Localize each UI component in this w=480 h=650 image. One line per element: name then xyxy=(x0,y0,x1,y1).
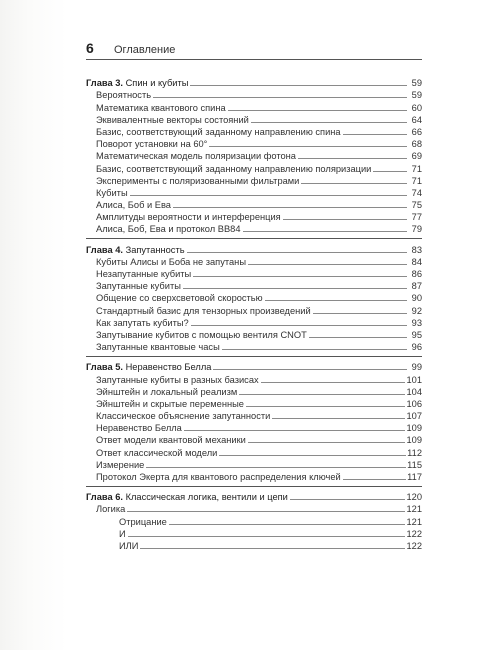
section-title: Стандартный базис для тензорных произведений xyxy=(96,305,311,316)
toc-section[interactable] xyxy=(86,409,422,421)
section-title: Отрицание xyxy=(119,516,167,527)
section-page: 115 xyxy=(407,459,422,470)
section-page: 87 xyxy=(411,281,422,292)
chapter-title: Запутанность xyxy=(125,244,185,255)
section-page: 117 xyxy=(407,472,422,482)
section-title: Вероятность xyxy=(96,90,152,101)
section-page: 92 xyxy=(411,305,422,316)
chapter-page: 59 xyxy=(411,78,422,89)
chapter-divider xyxy=(86,486,422,487)
chapter-label: Глава 5. xyxy=(86,362,123,373)
toc-chapter[interactable] xyxy=(86,360,422,372)
section-page: 107 xyxy=(406,411,422,422)
chapter-heading xyxy=(86,245,186,255)
section-page: 60 xyxy=(411,102,422,113)
section-page: 93 xyxy=(411,317,422,328)
section-title: Математика квантового спина xyxy=(96,102,226,113)
chapter-title: Неравенство Белла xyxy=(125,362,212,373)
section-page: 109 xyxy=(406,435,422,446)
toc-chapter[interactable] xyxy=(86,76,422,88)
dot-leader xyxy=(169,524,406,525)
dot-leader xyxy=(251,122,407,123)
section-title: Измерение xyxy=(96,459,145,470)
dot-leader xyxy=(187,252,407,253)
toc-section[interactable] xyxy=(86,433,422,445)
section-page: 121 xyxy=(406,516,422,527)
section-page: 101 xyxy=(406,374,422,385)
dot-leader xyxy=(290,499,406,500)
chapter-label: Глава 6. xyxy=(86,492,123,503)
chapter-heading xyxy=(86,492,289,502)
section-page: 122 xyxy=(406,540,422,551)
toc-section[interactable] xyxy=(86,328,422,340)
section-page: 86 xyxy=(411,269,422,279)
toc-section[interactable] xyxy=(86,100,422,112)
toc-section[interactable] xyxy=(86,149,422,161)
dot-leader xyxy=(248,442,406,443)
dot-leader xyxy=(127,511,405,512)
chapter-title: Классическая логика, вентили и цепи xyxy=(125,492,288,503)
section-title: И xyxy=(119,528,126,539)
section-page: 90 xyxy=(411,293,422,304)
dot-leader xyxy=(246,406,406,407)
chapter-heading xyxy=(86,78,189,88)
dot-leader xyxy=(209,146,407,147)
section-title: Ответ модели квантовой механики xyxy=(96,435,246,446)
dot-leader xyxy=(146,467,406,468)
section-title: Запутанные кубиты в разных базисах xyxy=(96,374,259,385)
toc-section[interactable] xyxy=(86,198,422,210)
section-page: 64 xyxy=(411,114,422,125)
section-page: 104 xyxy=(406,386,422,397)
dot-leader xyxy=(373,171,407,172)
chapter-heading xyxy=(86,362,212,372)
running-title: Оглавление xyxy=(114,44,176,56)
chapter-divider xyxy=(86,238,422,239)
section-page: 122 xyxy=(406,528,422,539)
dot-leader xyxy=(301,183,407,184)
dot-leader xyxy=(193,276,407,277)
dot-leader xyxy=(140,548,405,549)
toc-chapter[interactable] xyxy=(86,242,422,254)
dot-leader xyxy=(228,110,407,111)
toc-section[interactable] xyxy=(86,291,422,303)
dot-leader xyxy=(261,382,406,383)
dot-leader xyxy=(283,219,407,220)
dot-leader xyxy=(313,313,407,314)
toc-section[interactable] xyxy=(86,255,422,267)
dot-leader xyxy=(343,479,406,480)
section-page: 59 xyxy=(411,90,422,101)
toc-section[interactable] xyxy=(86,458,422,470)
section-page: 109 xyxy=(406,423,422,434)
section-title: Математическая модель поляризации фотона xyxy=(96,151,296,162)
section-title: Базис, соответствующий заданному направлению поляризации xyxy=(96,163,372,174)
dot-leader xyxy=(153,97,407,98)
chapter-label: Глава 3. xyxy=(86,78,123,89)
dot-leader xyxy=(191,325,407,326)
dot-leader xyxy=(213,369,407,370)
dot-leader xyxy=(222,349,407,350)
toc-section[interactable] xyxy=(86,502,422,514)
chapter-label: Глава 4. xyxy=(86,244,123,255)
dot-leader xyxy=(243,231,407,232)
toc-section[interactable] xyxy=(86,137,422,149)
dot-leader xyxy=(265,300,407,301)
chapter-title: Спин и кубиты xyxy=(125,78,189,89)
section-title: Ответ классической модели xyxy=(96,447,218,458)
dot-leader xyxy=(239,394,405,395)
toc-section[interactable] xyxy=(86,161,422,173)
toc-section[interactable] xyxy=(86,113,422,125)
section-page: 121 xyxy=(406,504,422,515)
section-title: Кубиты Алисы и Боба не запутаны xyxy=(96,256,246,267)
toc-section[interactable] xyxy=(86,303,422,315)
toc-section[interactable] xyxy=(86,210,422,222)
section-page: 96 xyxy=(411,342,422,353)
dot-leader xyxy=(309,337,407,338)
dot-leader xyxy=(343,134,407,135)
section-page: 75 xyxy=(411,200,422,211)
dot-leader xyxy=(183,288,407,289)
section-title: Амплитуды вероятности и интерференция xyxy=(96,212,281,223)
toc-section[interactable] xyxy=(86,267,422,279)
toc-section[interactable] xyxy=(86,385,422,397)
toc-chapter[interactable] xyxy=(86,490,422,502)
toc-subsection[interactable] xyxy=(86,539,422,551)
table-of-contents xyxy=(86,76,422,551)
dot-leader xyxy=(190,85,407,86)
section-title: Эйнштейн и локальный реализм xyxy=(96,386,238,397)
toc-section[interactable] xyxy=(86,88,422,100)
dot-leader xyxy=(184,430,406,431)
section-page: 74 xyxy=(411,187,422,198)
toc-section[interactable] xyxy=(86,340,422,352)
section-title: Неравенство Белла xyxy=(96,423,182,434)
section-title: Поворот установки на 60° xyxy=(96,139,208,150)
chapter-page: 120 xyxy=(406,492,422,503)
section-page: 106 xyxy=(406,398,422,409)
toc-section[interactable] xyxy=(86,186,422,198)
section-page: 95 xyxy=(411,329,422,340)
section-title: Логика xyxy=(96,504,126,515)
dot-leader xyxy=(272,418,405,419)
toc-section[interactable] xyxy=(86,125,422,137)
section-title: Алиса, Боб, Ева и протокол BB84 xyxy=(96,224,241,235)
dot-leader xyxy=(248,264,407,265)
dot-leader xyxy=(298,158,407,159)
chapter-page: 99 xyxy=(411,362,422,373)
dot-leader xyxy=(219,455,406,456)
section-title: Базис, соответствующий заданному направлению спина xyxy=(96,126,341,137)
section-title: Запутанные квантовые часы xyxy=(96,342,220,353)
toc-section[interactable] xyxy=(86,174,422,186)
dot-leader xyxy=(173,207,407,208)
section-title: Классическое объяснение запутанности xyxy=(96,411,271,422)
section-page: 79 xyxy=(411,224,422,235)
section-title: ИЛИ xyxy=(119,540,139,551)
page-number: 6 xyxy=(86,40,94,56)
section-page: 66 xyxy=(411,126,422,137)
section-title: Кубиты xyxy=(96,187,128,198)
section-title: Незапутанные кубиты xyxy=(96,269,192,279)
dot-leader xyxy=(128,536,406,537)
toc-section[interactable] xyxy=(86,421,422,433)
toc-section[interactable] xyxy=(86,397,422,409)
section-title: Как запутать кубиты? xyxy=(96,317,189,328)
section-page: 71 xyxy=(411,163,422,174)
section-page: 69 xyxy=(411,151,422,162)
toc-section[interactable] xyxy=(86,279,422,291)
section-title: Эйнштейн и скрытые переменные xyxy=(96,398,244,409)
toc-section[interactable] xyxy=(86,316,422,328)
chapter-page: 83 xyxy=(411,244,422,255)
toc-section[interactable] xyxy=(86,445,422,457)
toc-subsection[interactable] xyxy=(86,527,422,539)
toc-subsection[interactable] xyxy=(86,514,422,526)
toc-section[interactable] xyxy=(86,372,422,384)
section-title: Запутанные кубиты xyxy=(96,281,181,292)
section-title: Запутывание кубитов с помощью вентиля CNOT xyxy=(96,329,307,340)
dot-leader xyxy=(130,195,407,196)
section-page: 71 xyxy=(411,175,422,186)
page-header xyxy=(86,38,422,60)
section-page: 112 xyxy=(407,447,422,458)
toc-section[interactable] xyxy=(86,470,422,482)
section-page: 84 xyxy=(411,256,422,267)
section-page: 68 xyxy=(411,139,422,150)
section-title: Протокол Экерта для квантового распределения ключей xyxy=(96,472,341,482)
section-title: Эксперименты с поляризованными фильтрами xyxy=(96,175,300,186)
section-title: Общение со сверхсветовой скоростью xyxy=(96,293,263,304)
section-title: Алиса, Боб и Ева xyxy=(96,200,171,211)
section-page: 77 xyxy=(411,212,422,223)
chapter-divider xyxy=(86,356,422,357)
toc-section[interactable] xyxy=(86,222,422,234)
section-title: Эквивалентные векторы состояний xyxy=(96,114,249,125)
